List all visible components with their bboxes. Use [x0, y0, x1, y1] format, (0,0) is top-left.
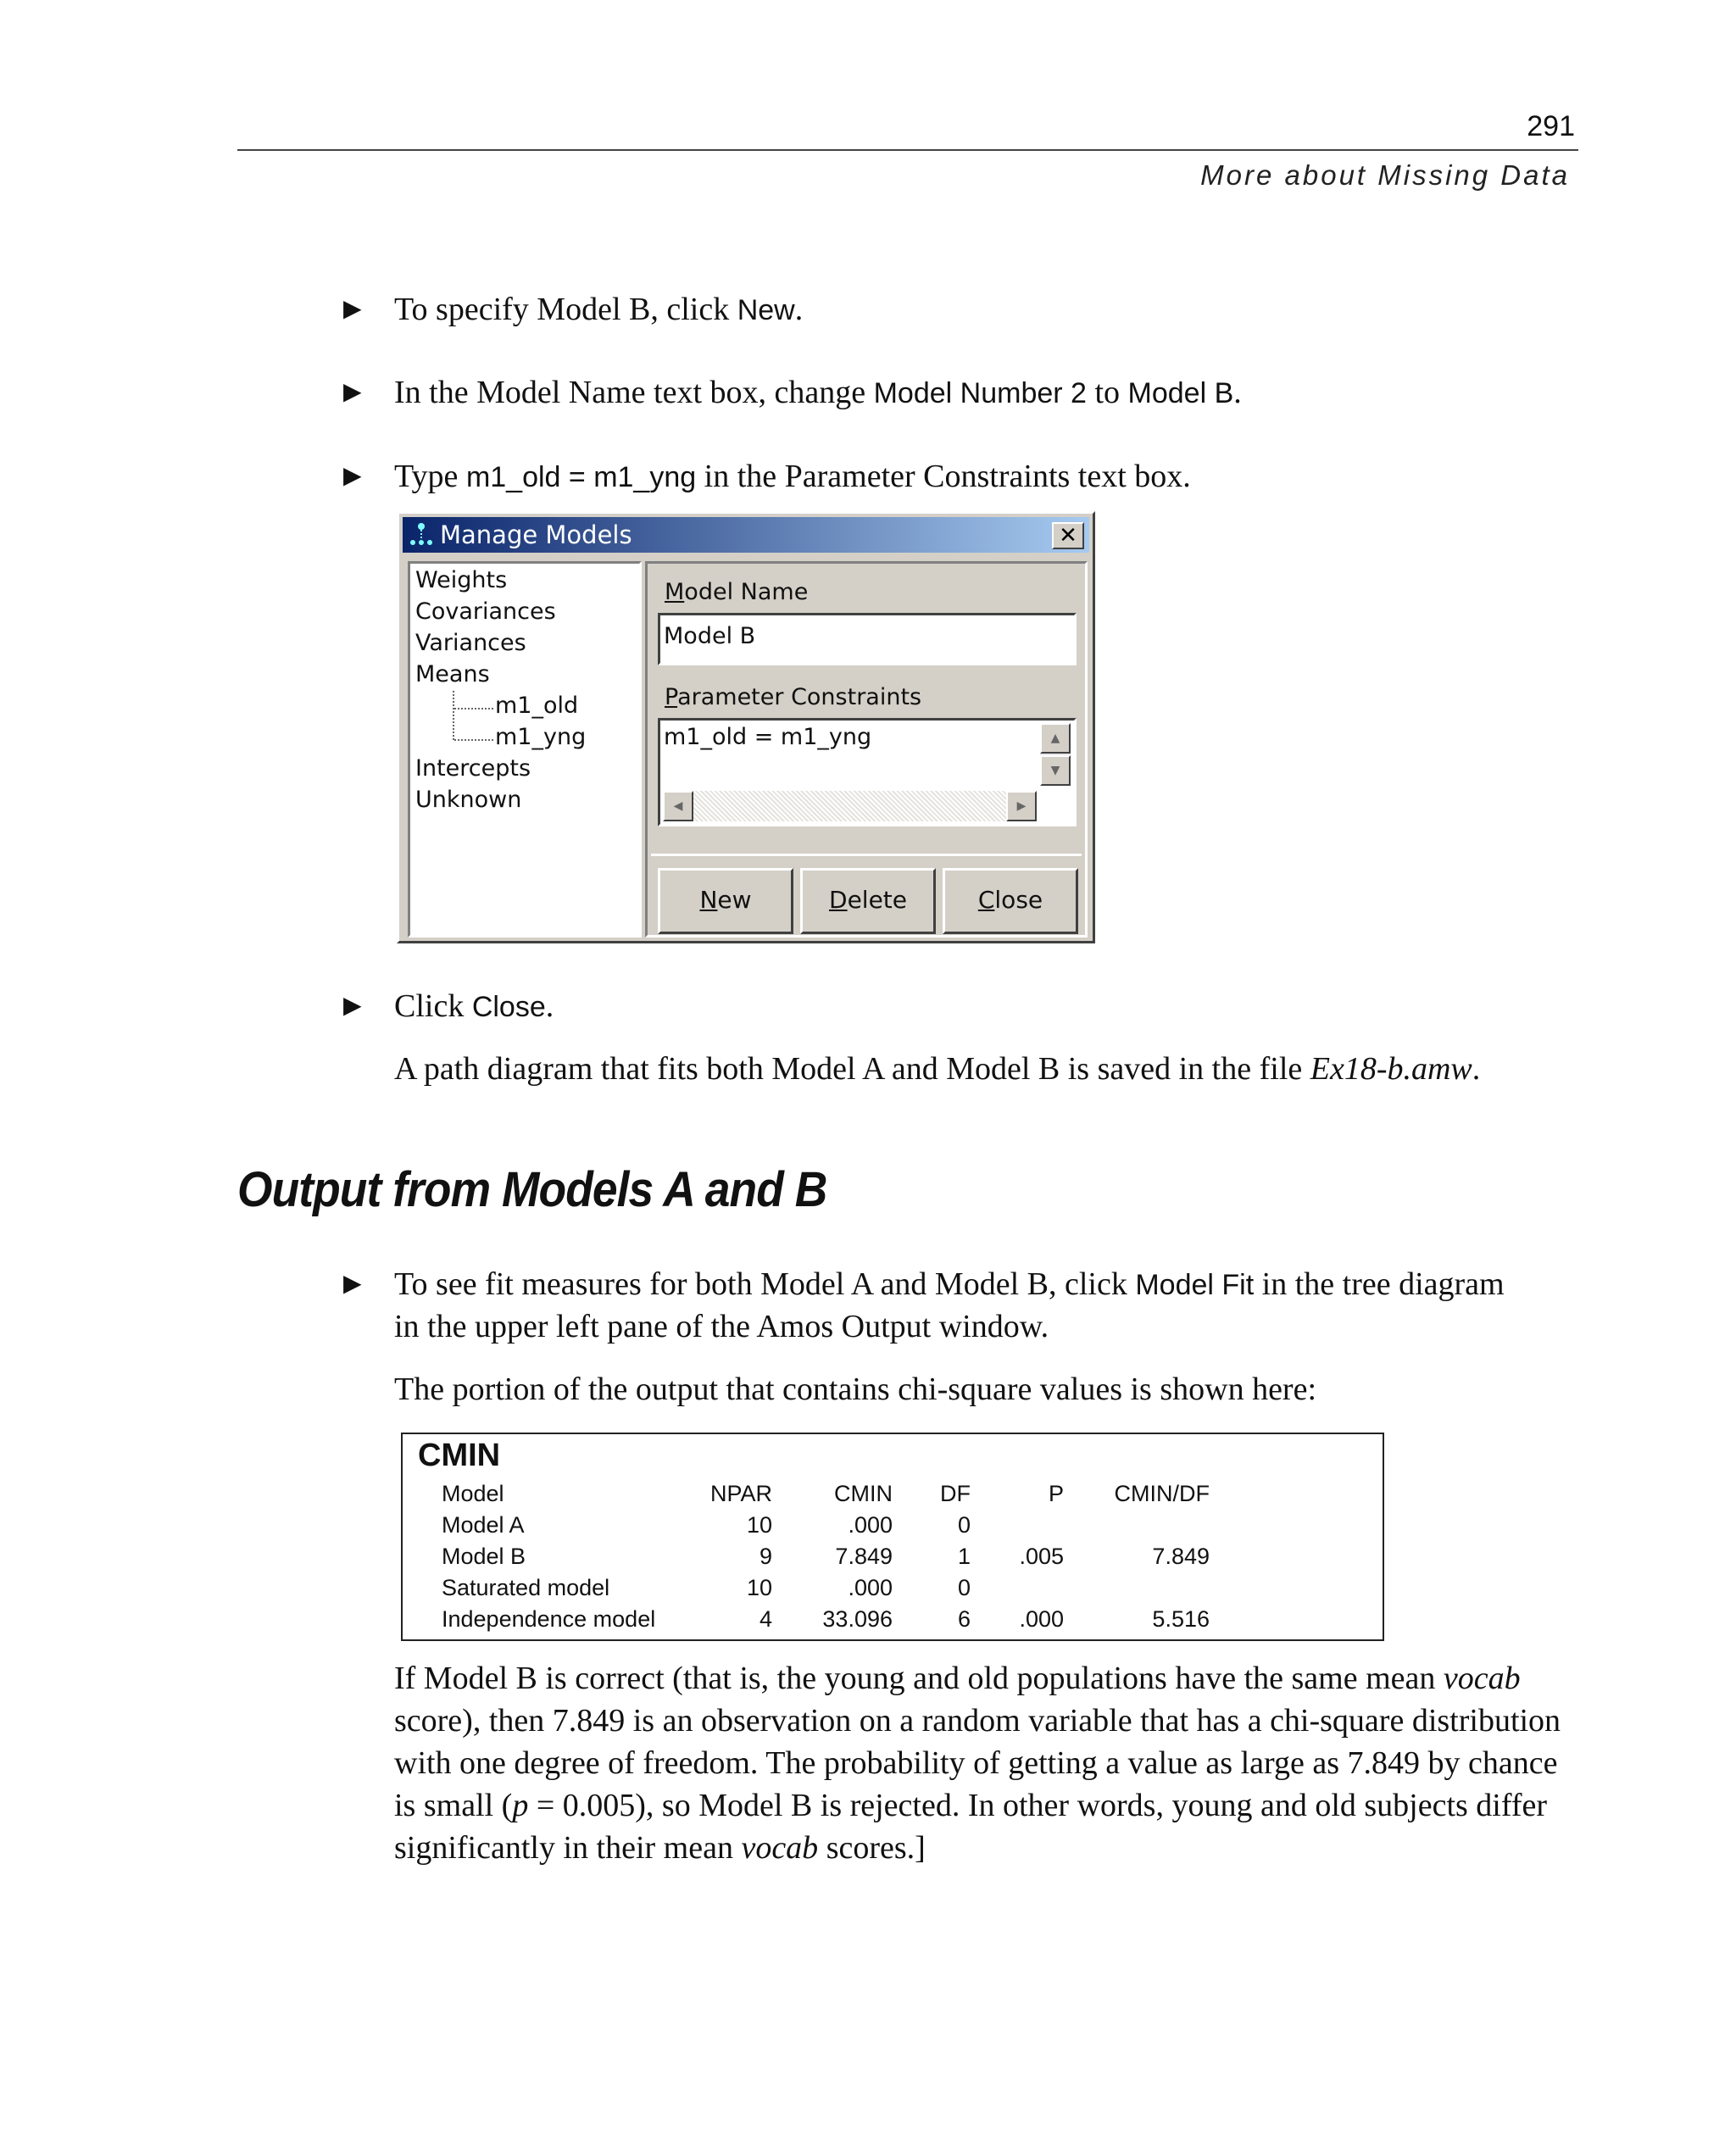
step-text: To specify Model B, click [394, 292, 737, 327]
tree-item-m1-yng[interactable]: m1_yng [495, 724, 587, 750]
bullet-arrow-icon: ▶ [343, 296, 362, 322]
table-cell: 0 [957, 1575, 971, 1600]
table-cell: Model B [442, 1544, 526, 1569]
tree-item-m1-old[interactable]: m1_old [495, 693, 579, 719]
table-cell: 7.849 [1152, 1544, 1210, 1569]
table-cell [971, 1510, 1064, 1541]
conclusion-paragraph: If Model B is correct (that is, the young and old populations have the same mean vocab score), then 7.849 is an observation on a random variable that has a chi-square distribution with one degree of freedom. The probability of getting a value as large as 7.849 by chance is small (p = 0.005), so Model B is rejected. In other words, young and old subjects differ significantly in their mean vocab scores.] [394, 1661, 1561, 1866]
tree-connector [453, 691, 454, 740]
bullet-arrow-icon: ▶ [343, 1271, 362, 1297]
tree-item-variances[interactable]: Variances [415, 630, 526, 656]
delete-button[interactable]: Delete [800, 868, 936, 934]
step-text-line2: in the upper left pane of the Amos Output window. [394, 1309, 1049, 1344]
tree-connector [454, 708, 493, 709]
table-row [442, 1541, 1210, 1572]
step-text-end: . [794, 292, 804, 327]
amos-app-icon [409, 522, 433, 548]
scroll-left-icon[interactable]: ◀ [663, 791, 693, 821]
scroll-right-icon[interactable]: ▶ [1006, 791, 1037, 821]
step-text: Click [394, 988, 472, 1024]
dialog-button-row [651, 854, 1082, 932]
variable-name: vocab [741, 1830, 819, 1866]
table-row [442, 1604, 1210, 1635]
table-cell: 0 [957, 1512, 971, 1538]
manage-models-dialog [397, 511, 1095, 943]
parameter-constraints-text: m1_old = m1_yng [664, 724, 872, 750]
table-cell: .000 [848, 1512, 893, 1538]
table-row [442, 1510, 1210, 1541]
table-cell: 1 [957, 1544, 971, 1569]
portion-paragraph: The portion of the output that contains chi-square values is shown here: [394, 1372, 1317, 1407]
tree-item-means[interactable]: Means [415, 661, 490, 687]
column-header: P [1048, 1481, 1064, 1506]
table-cell: 33.096 [822, 1606, 893, 1632]
table-cell: 9 [759, 1544, 772, 1569]
horizontal-scrollbar[interactable] [663, 791, 1037, 821]
parameter-tree[interactable] [408, 561, 642, 938]
cmin-grid [442, 1478, 1210, 1635]
table-cell [1064, 1510, 1210, 1541]
step-text-mid: to [1086, 375, 1128, 410]
ui-term: Model B [1127, 377, 1234, 409]
step-text-end: . [1233, 375, 1242, 410]
table-cell [1064, 1572, 1210, 1604]
new-button[interactable]: New [658, 868, 793, 934]
running-head: More about Missing Data [1200, 159, 1570, 191]
table-cell: 4 [759, 1606, 772, 1632]
close-button[interactable]: Close [943, 868, 1078, 934]
tree-connector [454, 739, 493, 741]
p-symbol: p [512, 1788, 529, 1823]
tree-item-unknown[interactable]: Unknown [415, 787, 522, 813]
cmin-table [401, 1433, 1384, 1641]
model-details-pane [645, 561, 1088, 938]
table-header-row [442, 1478, 1210, 1510]
bullet-arrow-icon: ▶ [343, 463, 362, 489]
table-cell: Saturated model [442, 1575, 610, 1600]
cmin-title: CMIN [418, 1438, 501, 1473]
scroll-down-icon[interactable]: ▼ [1040, 755, 1071, 786]
column-header: NPAR [709, 1481, 772, 1506]
column-header: DF [940, 1481, 971, 1506]
table-cell: .000 [848, 1575, 893, 1600]
table-cell: 7.849 [835, 1544, 893, 1569]
table-row [442, 1572, 1210, 1604]
page-number: 291 [1527, 110, 1575, 142]
vertical-scrollbar[interactable] [1040, 723, 1071, 786]
tree-item-weights[interactable]: Weights [415, 567, 508, 593]
table-cell: .005 [1019, 1544, 1064, 1569]
step-text-end: in the tree diagram [1254, 1266, 1505, 1302]
scroll-up-icon[interactable]: ▲ [1040, 723, 1071, 754]
step-text-end: in the Parameter Constraints text box. [696, 459, 1191, 494]
table-cell [971, 1572, 1064, 1604]
ui-term: New [737, 294, 795, 326]
table-cell: 10 [746, 1512, 772, 1538]
table-cell: Model A [442, 1512, 525, 1538]
ui-term: m1_old = m1_yng [465, 461, 697, 493]
variable-name: vocab [1443, 1661, 1521, 1696]
step-text: To see fit measures for both Model A and Model B, click [394, 1266, 1136, 1302]
step-text: Type [394, 459, 466, 494]
parameter-constraints-label: Parameter Constraints [665, 684, 922, 710]
table-cell: 5.516 [1152, 1606, 1210, 1632]
tree-item-intercepts[interactable]: Intercepts [415, 755, 531, 782]
bullet-arrow-icon: ▶ [343, 379, 362, 405]
column-header: Model [442, 1481, 504, 1506]
table-cell: .000 [1019, 1606, 1064, 1632]
model-name-label: Model Name [665, 579, 809, 605]
ui-term: Close [471, 991, 546, 1023]
header-rule [237, 149, 1578, 151]
bullet-arrow-icon: ▶ [343, 993, 362, 1019]
dialog-title: Manage Models [440, 520, 632, 549]
step-text-end: . [545, 988, 554, 1024]
table-cell: Independence model [442, 1606, 656, 1632]
table-cell: 10 [746, 1575, 772, 1600]
column-header: CMIN/DF [1114, 1481, 1210, 1506]
section-title: Output from Models A and B [237, 1162, 827, 1217]
dialog-titlebar[interactable] [403, 517, 1089, 553]
tree-item-covariances[interactable]: Covariances [415, 598, 556, 625]
ui-term: Model Number 2 [873, 377, 1087, 409]
model-name-input[interactable]: Model B [658, 613, 1077, 665]
parameter-constraints-input[interactable] [658, 718, 1077, 826]
close-icon[interactable]: ✕ [1052, 522, 1084, 549]
ui-term: Model Fit [1135, 1269, 1255, 1301]
step-text: In the Model Name text box, change [394, 375, 874, 410]
table-cell: 6 [957, 1606, 971, 1632]
file-name: Ex18-b.amw [1310, 1051, 1472, 1087]
column-header: CMIN [834, 1481, 893, 1506]
saved-file-paragraph: A path diagram that fits both Model A and Model B is saved in the file Ex18-b.amw. [394, 1051, 1481, 1087]
